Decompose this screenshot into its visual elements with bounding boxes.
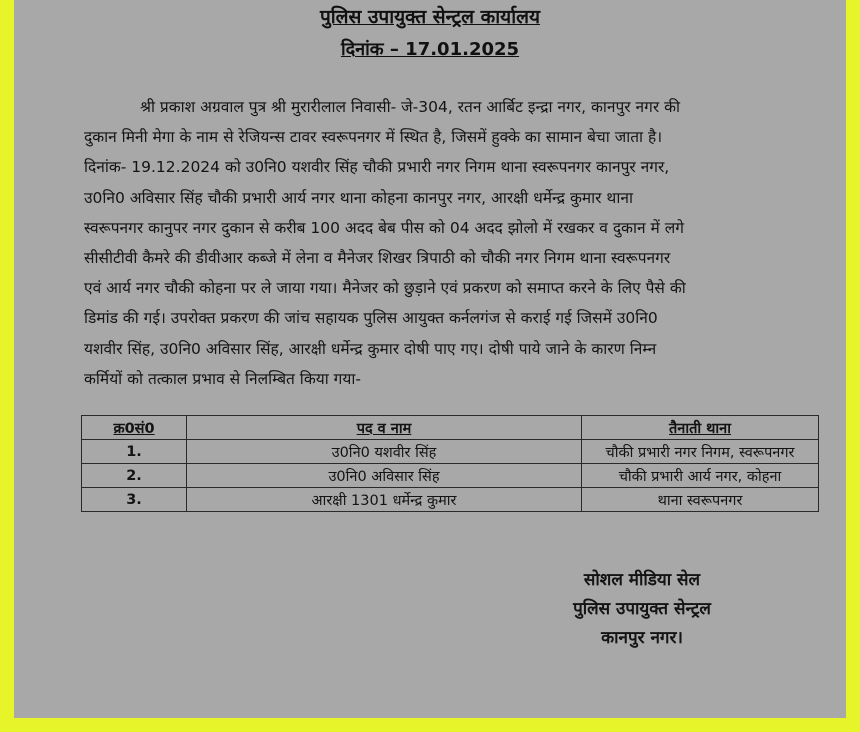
signature-block — [542, 566, 742, 653]
cell-name: उ0नि0 अविसार सिंह — [187, 464, 582, 488]
body-line: डिमांड की गई। उपरोक्त प्रकरण की जांच सहायक पुलिस आयुक्त कर्नलगंज से कराई गई जिसमें उ0नि0 — [84, 309, 658, 328]
cell-serial: 2. — [82, 464, 187, 488]
office-title: पुलिस उपायुक्त सेन्ट्रल कार्यालय — [319, 6, 541, 28]
table-row — [82, 464, 819, 488]
body-line: यशवीर सिंह, उ0नि0 अविसार सिंह, आरक्षी धर्मेन्द्र कुमार दोषी पाए गए। दोषी पाये जाने के कारण निम्न — [84, 339, 657, 358]
body-paragraph — [84, 92, 810, 394]
cell-posting: चौकी प्रभारी नगर निगम, स्वरूपनगर — [582, 440, 819, 464]
table-row — [82, 488, 819, 512]
header-serial: क्र0सं0 — [82, 416, 187, 440]
body-line: सीसीटीवी कैमरे की डीवीआर कब्जे में लेना व मैनेजर शिखर त्रिपाठी को चौकी नगर निगम थाना स्वरूपनगर — [84, 249, 671, 268]
body-line: दिनांक- 19.12.2024 को उ0नि0 यशवीर सिंह चौकी प्रभारी नगर निगम थाना स्वरूपनगर कानपुर नगर, — [84, 158, 670, 177]
table-header-row — [82, 416, 819, 440]
press-note-page — [14, 0, 846, 718]
cell-serial: 1. — [82, 440, 187, 464]
cell-serial: 3. — [82, 488, 187, 512]
body-line: स्वरूपनगर कानुपर नगर दुकान से करीब 100 अदद बेब पीस को 04 अदद झोलो में रखकर व दुकान में लगे — [84, 218, 684, 237]
body-line: श्री प्रकाश अग्रवाल पुत्र श्री मुरारीलाल निवासी- जे-304, रतन आर्बिट इन्द्रा नगर, कानपुर नगर की — [140, 98, 681, 116]
table-row — [82, 440, 819, 464]
cell-posting: थाना स्वरूपनगर — [582, 488, 819, 512]
body-line: एवं आर्य नगर चौकी कोहना पर ले जाया गया। मैनेजर को छुड़ाने एवं प्रकरण को समाप्त करने के लिए पैसे की — [84, 279, 686, 298]
cell-name: आरक्षी 1301 धर्मेन्द्र कुमार — [187, 488, 582, 512]
date-line: दिनांक – 17.01.2025 — [340, 39, 520, 60]
body-line: कर्मियों को तत्काल प्रभाव से निलम्बित किया गया- — [84, 369, 361, 388]
header-posting: तैनाती थाना — [582, 416, 819, 440]
signature-line: पुलिस उपायुक्त सेन्ट्रल — [573, 599, 711, 619]
suspended-personnel-table — [81, 415, 819, 512]
signature-line: सोशल मीडिया सेल — [583, 570, 701, 590]
header-name: पद व नाम — [187, 416, 582, 440]
body-line: दुकान मिनी मेगा के नाम से रेजियन्स टावर स्वरूपनगर में स्थित है, जिसमें हुक्के का सामान बेचा जाता है। — [84, 128, 663, 147]
body-line: उ0नि0 अविसार सिंह चौकी प्रभारी आर्य नगर थाना कोहना कानपुर नगर, आरक्षी धर्मेन्द्र कुमार थाना — [84, 188, 633, 207]
signature-line: कानपुर नगर। — [601, 628, 683, 648]
cell-posting: चौकी प्रभारी आर्य नगर, कोहना — [582, 464, 819, 488]
cell-name: उ0नि0 यशवीर सिंह — [187, 440, 582, 464]
